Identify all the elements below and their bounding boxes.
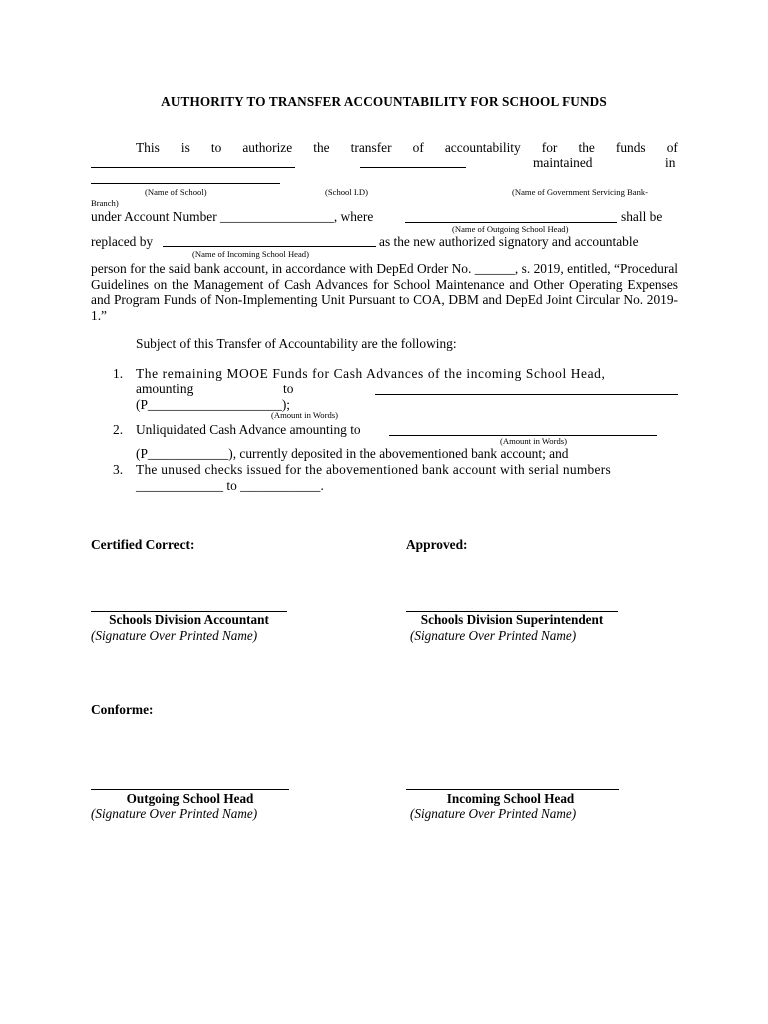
item-1-amount-words-blank [375,394,678,395]
outgoing-signature-note: (Signature Over Printed Name) [91,806,258,821]
line-1-word: of [412,140,424,155]
outgoing-head-title: Outgoing School Head [126,791,254,806]
in-text: in [665,155,676,170]
bank-name-blank [91,183,280,184]
conforme-label: Conforme: [91,702,154,717]
item-1-amounting: amounting [136,381,194,396]
outgoing-signature-line [91,789,289,790]
school-id-blank [360,167,466,168]
amount-words-label-1: (Amount in Words) [271,410,338,420]
document-title: AUTHORITY TO TRANSFER ACCOUNTABILITY FOR SCHOOL FUNDS [161,94,607,109]
item-2-line-2: (P____________), currently deposited in the abovementioned bank account; and [136,446,569,461]
line-1-word: to [210,140,222,155]
bank-name-label: (Name of Government Servicing Bank- [512,187,649,197]
incoming-signature-line [406,789,619,790]
superintendent-signature-note: (Signature Over Printed Name) [410,628,577,643]
authorization-paragraph: person for the said bank account, in accordance with DepEd Order No. ______, s. 2019, entitled, “Procedural Guidelines on the Management of Cash Advances for School Maintenance and Other Operating Expenses and Program Funds of Non-Implementing Unit Pursuant to COA, DBM and DepEd Joint Circular No. 2019-1.” [91,261,678,323]
authorization-line-1 [136,140,678,156]
incoming-signature-note: (Signature Over Printed Name) [410,806,577,821]
incoming-head-title: Incoming School Head [446,791,575,806]
item-3-text: The unused checks issued for the abovementioned bank account with serial numbers [136,462,611,477]
line-1-word: This [136,140,160,155]
outgoing-head-label: (Name of Outgoing School Head) [452,224,569,234]
item-3-number: 3. [113,462,124,477]
line-1-word: accountability [444,140,521,155]
line-1-word: is [180,140,190,155]
item-3-line-1 [136,462,678,478]
subject-intro: Subject of this Transfer of Accountability are the following: [136,336,457,351]
item-2-line-1: Unliquidated Cash Advance amounting to [136,422,361,437]
school-id-label: (School I.D) [325,187,368,197]
item-1-line-1 [136,366,678,382]
replaced-by-text: replaced by [91,234,154,249]
accountant-signature-note: (Signature Over Printed Name) [91,628,258,643]
line-1-word: funds [615,140,646,155]
approved-label: Approved: [406,537,468,552]
incoming-head-label: (Name of Incoming School Head) [192,249,309,259]
under-account-text: under Account Number _________________, where [91,209,374,224]
line-1-word: authorize [242,140,293,155]
accountant-title: Schools Division Accountant [109,612,269,627]
maintained-text: maintained [533,155,593,170]
line-1-word: for [541,140,558,155]
line-1-word: the [578,140,595,155]
bank-name-label-cont: Branch) [91,198,119,208]
line-1-word: of [666,140,678,155]
incoming-head-blank [163,246,376,247]
item-1-text: The remaining MOOE Funds for Cash Advances of the incoming School Head, [136,366,606,381]
outgoing-head-blank [405,222,617,223]
shall-be-text: shall be [621,209,663,224]
item-1-to: to [283,381,294,396]
replaced-suffix-text: as the new authorized signatory and accountable [379,234,639,249]
certified-correct-label: Certified Correct: [91,537,195,552]
item-2-number: 2. [113,422,124,437]
item-1-peso: (P____________________); [136,397,290,412]
amount-words-label-2: (Amount in Words) [500,436,567,446]
item-3-line-2: _____________ to ____________. [136,478,324,493]
item-1-number: 1. [113,366,124,381]
superintendent-title: Schools Division Superintendent [420,612,604,627]
line-1-word: transfer [350,140,392,155]
school-name-label: (Name of School) [145,187,207,197]
line-1-word: the [313,140,330,155]
school-name-blank [91,167,295,168]
